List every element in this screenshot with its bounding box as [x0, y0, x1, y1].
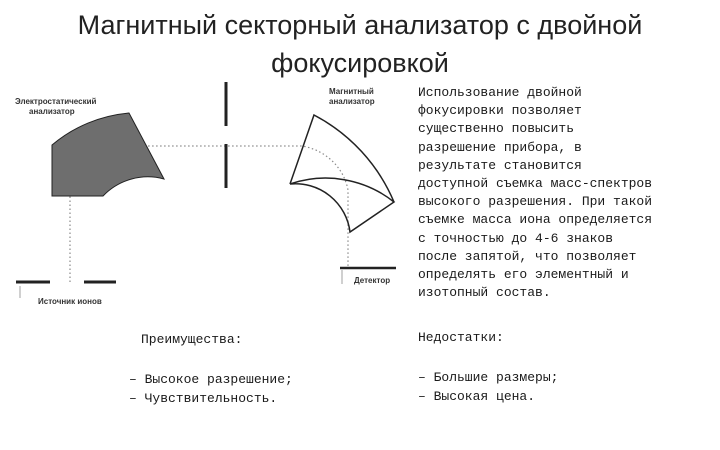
ion-source-label: Источник ионов	[38, 297, 102, 306]
disadvantages-list	[418, 368, 558, 406]
disadvantage-item: – Высокая цена.	[418, 389, 536, 404]
description-line: съемке масса иона определяется	[418, 212, 653, 228]
description-line: результате становится	[418, 157, 582, 173]
electrostatic-analyzer-sector	[52, 113, 164, 196]
description-line: изотопный состав.	[418, 285, 551, 301]
description-paragraph	[418, 84, 718, 302]
advantage-item: – Высокое разрешение;	[129, 372, 293, 387]
magnetic-analyzer-label: Магнитный анализатор	[329, 87, 375, 106]
electrostatic-analyzer-label: Электростатический анализатор	[15, 97, 97, 116]
disadvantage-item: – Большие размеры;	[418, 370, 559, 385]
advantages-list	[129, 370, 293, 408]
detector-label: Детектор	[354, 276, 391, 285]
advantage-item: – Чувствительность.	[129, 391, 278, 406]
description-line: с точностью до 4-6 знаков	[418, 230, 614, 246]
description-line: Использование двойной	[418, 85, 582, 100]
description-line: высокого разрешения. При такой	[418, 194, 653, 210]
advantages-heading: Преимущества:	[141, 332, 243, 347]
title-line-2: фокусировкой	[271, 48, 449, 78]
description-line: определять его элементный и	[418, 267, 629, 283]
description-line: существенно повысить	[418, 121, 575, 137]
description-line: фокусировки позволяет	[418, 103, 582, 119]
disadvantages-heading: Недостатки:	[418, 330, 504, 345]
description-line: после запятой, что позволяет	[418, 248, 637, 264]
description-line: разрешение прибора, в	[418, 139, 582, 155]
description-line: доступной съемка масс-спектров	[418, 176, 653, 192]
title-line-1: Магнитный секторный анализатор с двойной	[77, 10, 643, 40]
